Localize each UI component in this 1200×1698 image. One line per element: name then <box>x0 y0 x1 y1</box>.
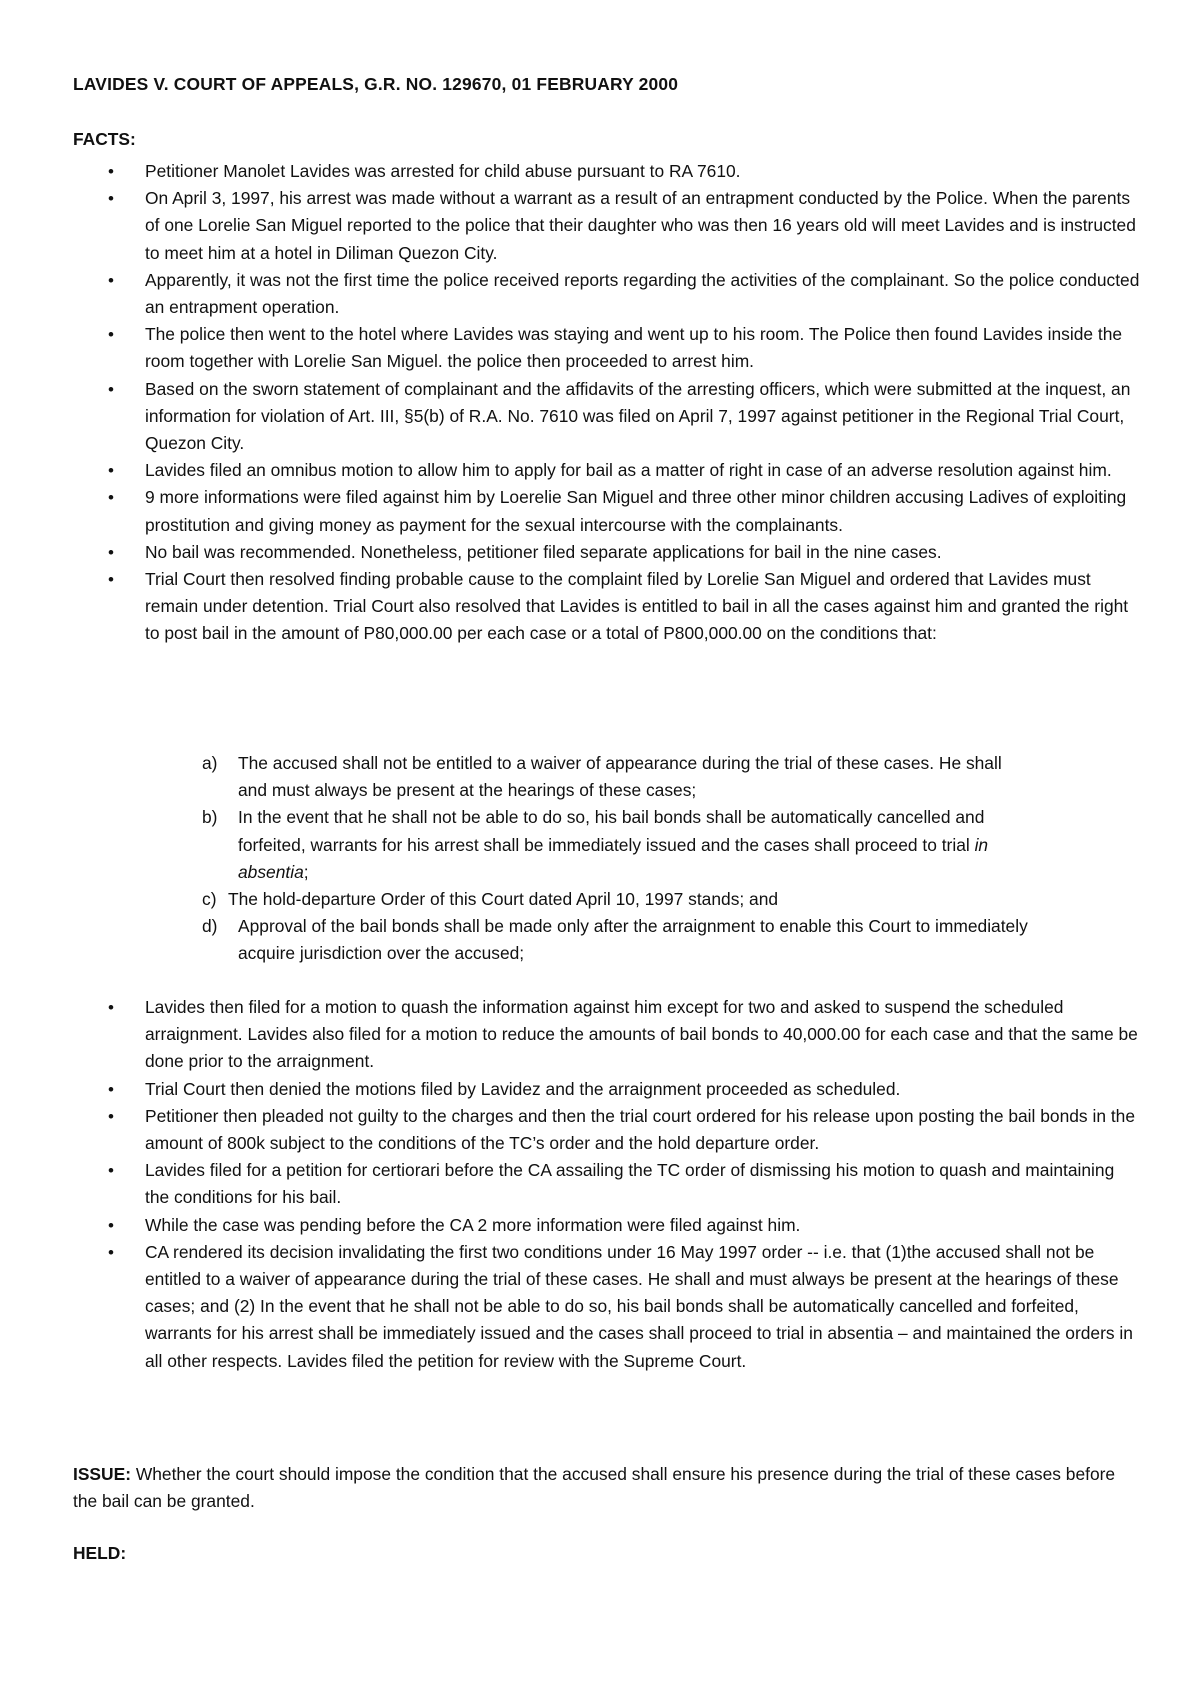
condition-marker: a) <box>202 753 218 773</box>
condition-text: In the event that he shall not be able to do so, his bail bonds shall be automatically cancelled and forfeited, warrants for his arrest shall be immediately issued and the cases shall proceed to trial <box>238 807 985 855</box>
list-item: • The police then went to the hotel where Lavides was staying and went up to his room. The Police then found Lavides inside the room together with Lorelie San Miguel. the police then proceeded to arrest him. <box>0 321 1200 375</box>
list-item: • Lavides filed for a petition for certiorari before the CA assailing the TC order of dismissing his motion to quash and maintaining the conditions for his bail. <box>0 1157 1200 1211</box>
list-item: • Based on the sworn statement of complainant and the affidavits of the arresting officers, which were submitted at the inquest, an information for violation of Art. III, §5(b) of R.A. No. 7610 was filed on April 7, 1997 against petitioner in the Regional Trial Court, Quezon City. <box>0 376 1200 458</box>
condition-marker: d) <box>202 916 218 937</box>
list-item: • While the case was pending before the CA 2 more information were filed against him. <box>0 1212 1200 1239</box>
condition-text-end: ; <box>303 861 309 882</box>
condition-marker: b) <box>202 807 218 828</box>
list-item: • No bail was recommended. Nonetheless, petitioner filed separate applications for bail in the nine cases. <box>0 539 1200 566</box>
list-item: • 9 more informations were filed against him by Loerelie San Miguel and three other minor children accusing Ladives of exploiting prostitution and giving money as payment for the sexual intercourse with the complainants. <box>0 484 1200 538</box>
issue-heading: ISSUE: <box>73 1464 131 1484</box>
issue-text: Whether the court should impose the condition that the accused shall ensure his presence during the trial of these cases before the bail can be granted. <box>73 1464 1116 1512</box>
condition-text: Approval of the bail bonds shall be made only after the arraignment to enable this Court to immediately acquire jurisdiction over the accused; <box>238 916 1028 964</box>
condition-item <box>0 886 1200 913</box>
condition-item <box>0 913 1200 967</box>
list-item: • Lavides then filed for a motion to quash the information against him except for two and asked to suspend the scheduled arraignment. Lavides also filed for a motion to reduce the amounts of bail bonds to 40,000.00 for each case and that the same be done prior to the arraignment. <box>0 994 1200 1076</box>
condition-italic-term: in absentia <box>238 834 989 882</box>
facts-list-bottom <box>0 994 1200 1375</box>
condition-marker: c) <box>202 889 217 910</box>
facts-list-top <box>0 158 1200 648</box>
list-item: • Apparently, it was not the first time the police received reports regarding the activities of the complainant. So the police conducted an entrapment operation. <box>0 267 1200 321</box>
list-item: • Trial Court then denied the motions filed by Lavidez and the arraignment proceeded as scheduled. <box>0 1076 1200 1103</box>
bail-conditions-list <box>0 750 1200 968</box>
held-heading: HELD: <box>73 1543 127 1563</box>
list-item: • Trial Court then resolved finding probable cause to the complaint filed by Lorelie San Miguel and ordered that Lavides must remain under detention. Trial Court also resolved that Lavides is entitled to bail in all the cases against him and granted the right to post bail in the amount of P80,000.00 per each case or a total of P800,000.00 on the conditions that: <box>0 566 1200 648</box>
list-item: • Lavides filed an omnibus motion to allow him to apply for bail as a matter of right in case of an adverse resolution against him. <box>0 457 1200 484</box>
list-item: • Petitioner Manolet Lavides was arrested for child abuse pursuant to RA 7610. <box>0 158 1200 185</box>
condition-text: The accused shall not be entitled to a waiver of appearance during the trial of these cases. He shall and must always be present at the hearings of these cases; <box>238 753 1002 801</box>
list-item: • CA rendered its decision invalidating the first two conditions under 16 May 1997 order -- i.e. that (1)the accused shall not be entitled to a waiver of appearance during the trial of these cases. He shall and must always be present at the hearings of these cases; and (2) In the event that he shall not be able to do so, his bail bonds shall be automatically cancelled and forfeited, warrants for his arrest shall be immediately issued and the cases shall proceed to trial in absentia – and maintained the orders in all other respects. Lavides filed the petition for review with the Supreme Court. <box>0 1239 1200 1375</box>
issue-paragraph <box>73 1461 1143 1515</box>
facts-heading: FACTS: <box>73 129 136 149</box>
condition-text: The hold-departure Order of this Court dated April 10, 1997 stands; and <box>228 889 779 910</box>
case-title: LAVIDES V. COURT OF APPEALS, G.R. NO. 129670, 01 FEBRUARY 2000 <box>73 74 679 94</box>
list-item: • Petitioner then pleaded not guilty to the charges and then the trial court ordered for his release upon posting the bail bonds in the amount of 800k subject to the conditions of the TC’s order and the hold departure order. <box>0 1103 1200 1157</box>
condition-item <box>0 804 1200 886</box>
condition-item <box>0 750 1200 804</box>
list-item: • On April 3, 1997, his arrest was made without a warrant as a result of an entrapment conducted by the Police. When the parents of one Lorelie San Miguel reported to the police that their daughter who was then 16 years old will meet Lavides and is instructed to meet him at a hotel in Diliman Quezon City. <box>0 185 1200 267</box>
